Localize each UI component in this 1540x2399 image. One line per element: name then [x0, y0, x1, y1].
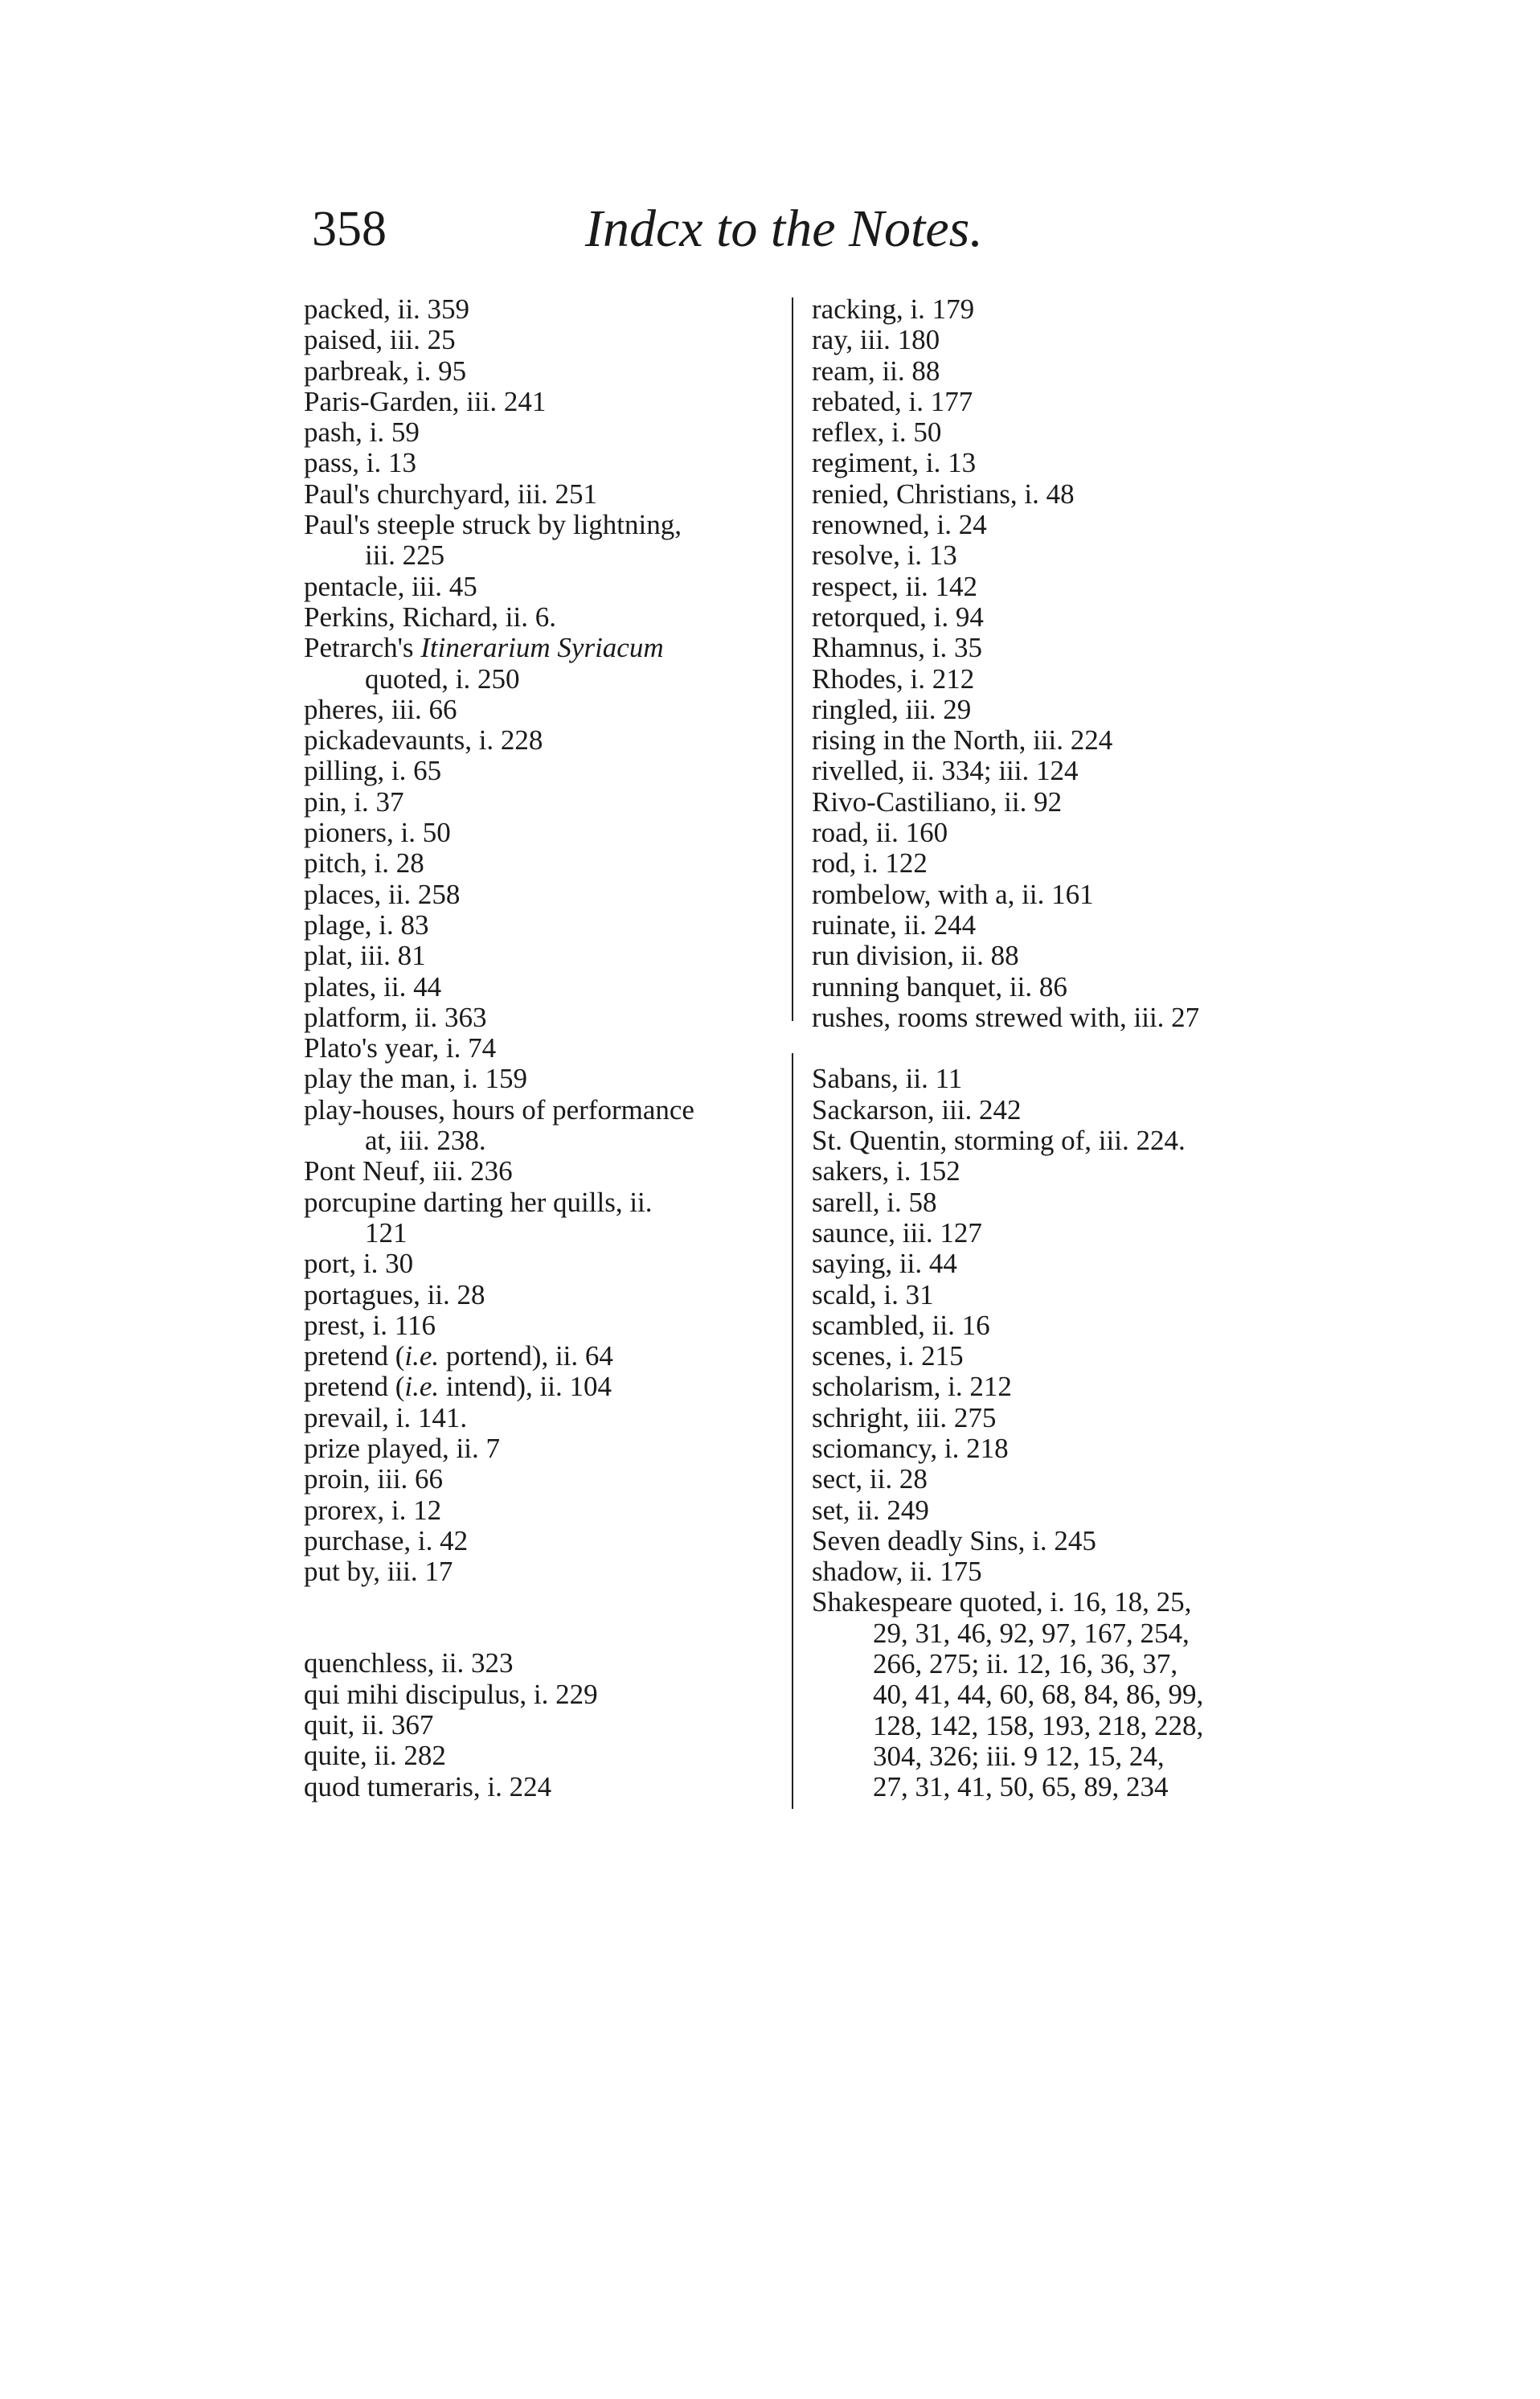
- index-entry: Rhamnus, i. 35: [812, 632, 982, 664]
- index-entry: rushes, rooms strewed with, iii. 27: [812, 1001, 1200, 1033]
- index-entry: sarell, i. 58: [812, 1186, 937, 1218]
- index-entry: pash, i. 59: [304, 416, 420, 449]
- index-entry: [304, 633, 778, 663]
- index-entry: Sabans, ii. 11: [812, 1063, 963, 1095]
- index-entry: prize played, ii. 7: [304, 1432, 500, 1464]
- index-entry: shadow, ii. 175: [812, 1556, 982, 1588]
- index-entry-continuation: at, iii. 238.: [365, 1125, 486, 1157]
- index-entry-continuation: 27, 31, 41, 50, 65, 89, 234: [873, 1771, 1169, 1803]
- index-entry: regiment, i. 13: [812, 447, 977, 479]
- index-entry: places, ii. 258: [304, 878, 461, 910]
- index-entry: plates, ii. 44: [304, 970, 442, 1003]
- entry-text: intend), ii. 104: [445, 1371, 612, 1403]
- index-entry: ream, ii. 88: [812, 355, 940, 387]
- index-entry: prest, i. 116: [304, 1309, 436, 1341]
- index-entry: scenes, i. 215: [812, 1340, 964, 1372]
- index-entry: road, ii. 160: [812, 817, 948, 849]
- index-entry: rising in the North, iii. 224: [812, 724, 1113, 757]
- index-entry: St. Quentin, storming of, iii. 224.: [812, 1125, 1186, 1157]
- index-column-right: [812, 294, 1302, 1803]
- index-column-left: [304, 294, 778, 1802]
- index-entry: saying, ii. 44: [812, 1248, 957, 1280]
- index-entry-continuation: iii. 225: [365, 539, 445, 572]
- index-entry: reflex, i. 50: [812, 416, 942, 449]
- entry-abbrev-italic: i.e.: [404, 1371, 440, 1403]
- index-entry: rombelow, with a, ii. 161: [812, 878, 1094, 910]
- index-entry: running banquet, ii. 86: [812, 970, 1067, 1003]
- entry-abbrev-italic: i.e.: [404, 1340, 440, 1372]
- index-entry: port, i. 30: [304, 1248, 414, 1280]
- index-entry: pheres, iii. 66: [304, 693, 457, 725]
- index-entry-continuation: 266, 275; ii. 12, 16, 36, 37,: [873, 1648, 1178, 1680]
- index-entry: pentacle, iii. 45: [304, 570, 477, 602]
- page-number: 358: [312, 202, 387, 256]
- index-entry: sect, ii. 28: [812, 1463, 928, 1495]
- index-entry: Sackarson, iii. 242: [812, 1093, 1022, 1126]
- index-entry: pitch, i. 28: [304, 847, 424, 880]
- index-entry: scald, i. 31: [812, 1278, 934, 1310]
- index-entry: scambled, ii. 16: [812, 1309, 990, 1341]
- index-entry: Perkins, Richard, ii. 6.: [304, 601, 556, 633]
- index-entry: Paul's steeple struck by lightning,: [304, 509, 682, 541]
- index-entry: porcupine darting her quills, ii.: [304, 1186, 653, 1218]
- index-entry: play-houses, hours of performance: [304, 1093, 694, 1126]
- index-entry: prorex, i. 12: [304, 1494, 442, 1526]
- index-entry: platform, ii. 363: [304, 1001, 487, 1033]
- index-entry: paised, iii. 25: [304, 324, 456, 356]
- index-entry: put by, iii. 17: [304, 1556, 453, 1588]
- index-entry: saunce, iii. 127: [812, 1216, 982, 1249]
- entry-text: Petrarch's: [304, 632, 414, 664]
- index-entry: parbreak, i. 95: [304, 355, 467, 387]
- page-header: [312, 193, 1276, 265]
- index-entry: ringled, iii. 29: [812, 693, 972, 725]
- index-entry-continuation: 128, 142, 158, 193, 218, 228,: [873, 1709, 1204, 1741]
- index-entry-continuation: quoted, i. 250: [365, 662, 520, 695]
- index-entry: sciomancy, i. 218: [812, 1432, 1009, 1464]
- entry-text: portend), ii. 64: [445, 1340, 613, 1372]
- index-entry: ruinate, ii. 244: [812, 908, 977, 941]
- column-divider: [792, 297, 793, 1809]
- column-divider-gap: [788, 1021, 797, 1053]
- index-entry: set, ii. 249: [812, 1494, 929, 1526]
- index-entry: resolve, i. 13: [812, 539, 957, 572]
- index-entry: purchase, i. 42: [304, 1524, 469, 1556]
- index-entry: [304, 1341, 778, 1372]
- index-entry: rod, i. 122: [812, 847, 928, 880]
- index-entry: packed, ii. 359: [304, 293, 470, 325]
- index-entry: respect, ii. 142: [812, 570, 978, 602]
- index-entry: Rhodes, i. 212: [812, 662, 975, 695]
- index-entry: quod tumeraris, i. 224: [304, 1770, 552, 1802]
- index-entry-continuation: 40, 41, 44, 60, 68, 84, 86, 99,: [873, 1679, 1204, 1711]
- index-entry: portagues, ii. 28: [304, 1278, 485, 1310]
- index-entry: quit, ii. 367: [304, 1709, 434, 1741]
- index-entry: pioners, i. 50: [304, 817, 451, 849]
- index-entry: Plato's year, i. 74: [304, 1032, 497, 1064]
- index-entry: pickadevaunts, i. 228: [304, 724, 543, 757]
- index-entry: play the man, i. 159: [304, 1063, 528, 1095]
- index-entry: sakers, i. 152: [812, 1155, 960, 1187]
- index-entry: [304, 1372, 778, 1402]
- index-entry: rivelled, ii. 334; iii. 124: [812, 755, 1079, 787]
- index-entry: rebated, i. 177: [812, 385, 973, 417]
- index-entry: Paris-Garden, iii. 241: [304, 385, 547, 417]
- section-gap: [812, 1033, 1302, 1064]
- index-entry: plage, i. 83: [304, 908, 429, 941]
- index-entry: ray, iii. 180: [812, 324, 940, 356]
- index-entry-continuation: 304, 326; iii. 9 12, 15, 24,: [873, 1740, 1165, 1772]
- index-entry: run division, ii. 88: [812, 940, 1019, 972]
- index-entry: renowned, i. 24: [812, 509, 987, 541]
- index-entry: renied, Christians, i. 48: [812, 478, 1075, 510]
- index-entry: quite, ii. 282: [304, 1740, 446, 1772]
- index-entry: qui mihi discipulus, i. 229: [304, 1678, 598, 1710]
- index-entry: Shakespeare quoted, i. 16, 18, 25,: [812, 1586, 1192, 1618]
- index-entry: Paul's churchyard, iii. 251: [304, 478, 597, 510]
- index-entry-continuation: 121: [365, 1216, 408, 1249]
- index-entry: Rivo-Castiliano, ii. 92: [812, 785, 1063, 818]
- index-entry: pilling, i. 65: [304, 755, 442, 787]
- index-entry-continuation: 29, 31, 46, 92, 97, 167, 254,: [873, 1617, 1190, 1649]
- index-entry: plat, iii. 81: [304, 940, 426, 972]
- entry-text: pretend (: [304, 1340, 405, 1372]
- index-entry: quenchless, ii. 323: [304, 1647, 514, 1679]
- entry-title-italic: Itinerarium Syriacum: [420, 632, 664, 664]
- section-gap: [304, 1587, 778, 1648]
- index-entry: pass, i. 13: [304, 447, 416, 479]
- index-entry: proin, iii. 66: [304, 1463, 444, 1495]
- index-entry: retorqued, i. 94: [812, 601, 984, 633]
- index-entry: schright, iii. 275: [812, 1401, 997, 1433]
- entry-text: pretend (: [304, 1371, 405, 1403]
- index-entry: prevail, i. 141.: [304, 1401, 468, 1433]
- index-entry: Pont Neuf, iii. 236: [304, 1155, 513, 1187]
- index-entry: pin, i. 37: [304, 785, 404, 818]
- index-entry: racking, i. 179: [812, 293, 975, 325]
- index-entry: Seven deadly Sins, i. 245: [812, 1524, 1096, 1556]
- running-title: Indcx to the Notes.: [585, 199, 983, 258]
- index-entry: scholarism, i. 212: [812, 1371, 1012, 1403]
